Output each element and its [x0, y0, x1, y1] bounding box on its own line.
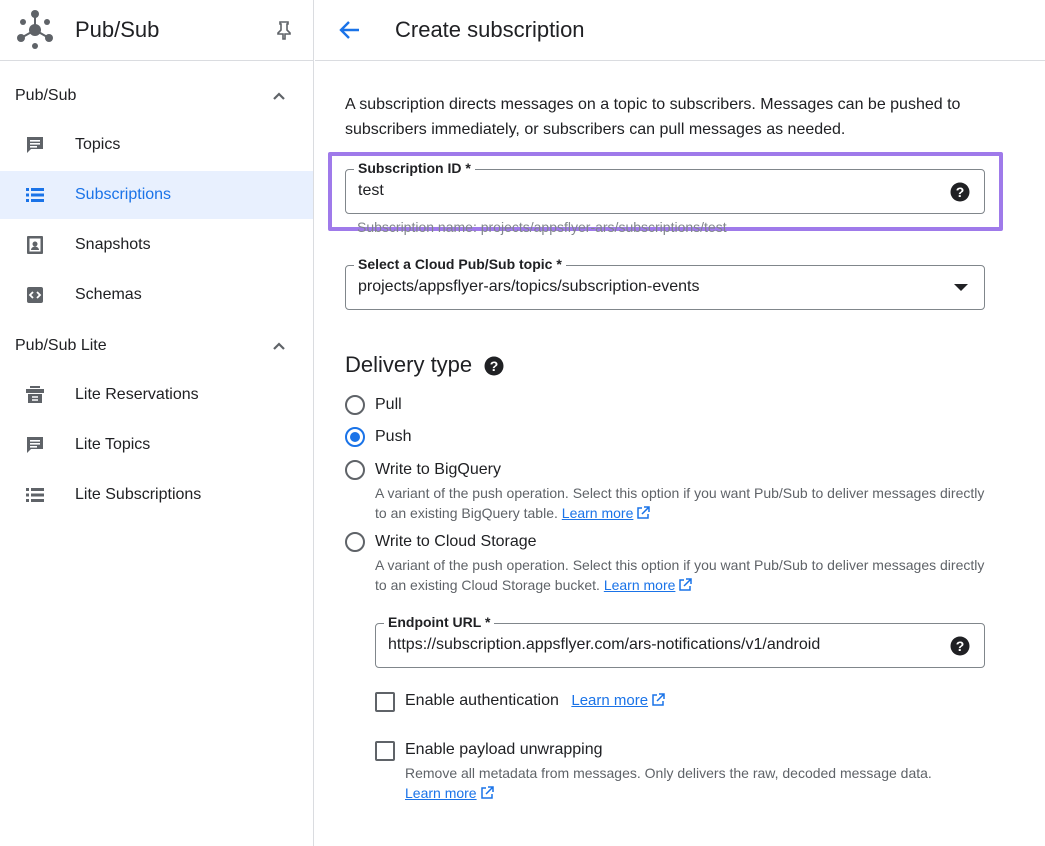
radio-button[interactable] — [345, 460, 365, 480]
payload-unwrapping-description — [405, 763, 995, 803]
chevron-up-icon — [269, 86, 289, 106]
payload-unwrapping-checkbox[interactable] — [375, 741, 395, 761]
code-icon — [25, 285, 45, 305]
sidebar-item-label: Schemas — [75, 286, 142, 303]
sidebar — [0, 0, 314, 846]
sidebar-item-label: Lite Reservations — [75, 386, 199, 403]
sidebar-item-lite-reservations[interactable] — [0, 371, 313, 419]
subscription-id-label: Subscription ID * — [354, 160, 475, 176]
svg-text:?: ? — [489, 358, 499, 374]
bigquery-description — [375, 483, 995, 523]
learn-more-link[interactable]: Learn more — [405, 785, 477, 801]
sidebar-item-schemas[interactable] — [0, 271, 313, 319]
sidebar-item-topics[interactable] — [0, 121, 313, 169]
description-text: A variant of the push operation. Select this option if you want Pub/Sub to deliver messages directly to an existing BigQuery table. — [375, 485, 985, 521]
snapshot-icon — [25, 235, 45, 255]
main-content — [315, 0, 1045, 846]
sidebar-item-snapshots[interactable] — [0, 221, 313, 269]
description-text: A variant of the push operation. Select this option if you want Pub/Sub to deliver messages directly to an existing Cloud Storage bucket. — [375, 557, 985, 593]
pubsub-logo-icon — [14, 9, 56, 51]
enable-authentication-checkbox[interactable] — [375, 692, 395, 712]
learn-more-link[interactable]: Learn more — [603, 577, 676, 593]
external-link-icon[interactable] — [678, 578, 692, 592]
radio-label: Write to Cloud Storage — [375, 533, 537, 550]
list-icon — [25, 485, 45, 505]
chevron-up-icon — [269, 336, 289, 356]
topic-select-value: projects/appsflyer-ars/topics/subscription-events — [358, 278, 700, 295]
sidebar-item-label: Snapshots — [75, 236, 151, 253]
sidebar-item-lite-topics[interactable] — [0, 421, 313, 469]
svg-text:?: ? — [955, 184, 965, 200]
radio-button[interactable] — [345, 532, 365, 552]
chat-icon — [25, 435, 45, 455]
intro-text: A subscription directs messages on a topic to subscribers. Messages can be pushed to subscribers immediately, or subscribers can pull messages as needed. — [345, 96, 961, 138]
delivery-type-title: Delivery type — [345, 352, 473, 377]
endpoint-url-label: Endpoint URL * — [384, 614, 494, 630]
learn-more-link[interactable]: Learn more — [571, 692, 649, 709]
subscription-name-hint: Subscription name: projects/appsflyer-ars/subscriptions/test — [357, 219, 727, 235]
learn-more-link[interactable]: Learn more — [561, 505, 634, 521]
description-text: Remove all metadata from messages. Only delivers the raw, decoded message data. — [405, 765, 932, 781]
product-title: Pub/Sub — [75, 17, 160, 42]
help-icon[interactable] — [950, 636, 970, 656]
sidebar-item-label: Lite Topics — [75, 436, 151, 453]
pin-icon[interactable] — [274, 20, 294, 40]
subscription-id-input[interactable]: test — [358, 182, 384, 199]
section-pubsub-label: Pub/Sub — [15, 87, 77, 104]
svg-text:?: ? — [955, 638, 965, 654]
sidebar-item-label: Lite Subscriptions — [75, 486, 202, 503]
topic-select[interactable] — [345, 256, 985, 310]
radio-button[interactable] — [345, 427, 365, 447]
section-pubsub-lite[interactable] — [0, 328, 313, 364]
page-header — [315, 0, 1045, 61]
help-icon[interactable] — [484, 356, 504, 376]
sidebar-item-label: Subscriptions — [75, 186, 172, 203]
endpoint-url-input[interactable]: https://subscription.appsflyer.com/ars-notifications/v1/android — [388, 636, 821, 653]
radio-label: Pull — [375, 396, 402, 413]
topic-select-label: Select a Cloud Pub/Sub topic * — [354, 256, 566, 272]
list-icon — [25, 185, 45, 205]
page-title: Create subscription — [395, 17, 585, 42]
enable-authentication-label — [405, 692, 665, 710]
external-link-icon[interactable] — [480, 786, 494, 800]
back-arrow-icon[interactable] — [337, 17, 363, 43]
external-link-icon[interactable] — [636, 506, 650, 520]
sidebar-item-lite-subscriptions[interactable] — [0, 471, 313, 519]
cloud-storage-description — [375, 555, 995, 595]
sidebar-header — [0, 0, 313, 61]
reservation-icon — [25, 385, 45, 405]
payload-unwrapping-label: Enable payload unwrapping — [405, 741, 603, 758]
endpoint-url-field[interactable] — [375, 614, 985, 668]
help-icon[interactable] — [950, 182, 970, 202]
external-link-icon[interactable] — [651, 693, 665, 707]
section-pubsub[interactable] — [0, 78, 313, 114]
enable-authentication-text: Enable authentication — [405, 692, 559, 709]
chat-icon — [25, 135, 45, 155]
subscription-id-field[interactable] — [345, 160, 985, 214]
radio-button[interactable] — [345, 395, 365, 415]
sidebar-item-label: Topics — [75, 136, 121, 153]
sidebar-item-subscriptions[interactable] — [0, 171, 313, 219]
dropdown-arrow-icon[interactable] — [954, 284, 968, 291]
radio-label: Write to BigQuery — [375, 461, 501, 478]
section-pubsub-lite-label: Pub/Sub Lite — [15, 337, 107, 354]
radio-label: Push — [375, 428, 412, 445]
